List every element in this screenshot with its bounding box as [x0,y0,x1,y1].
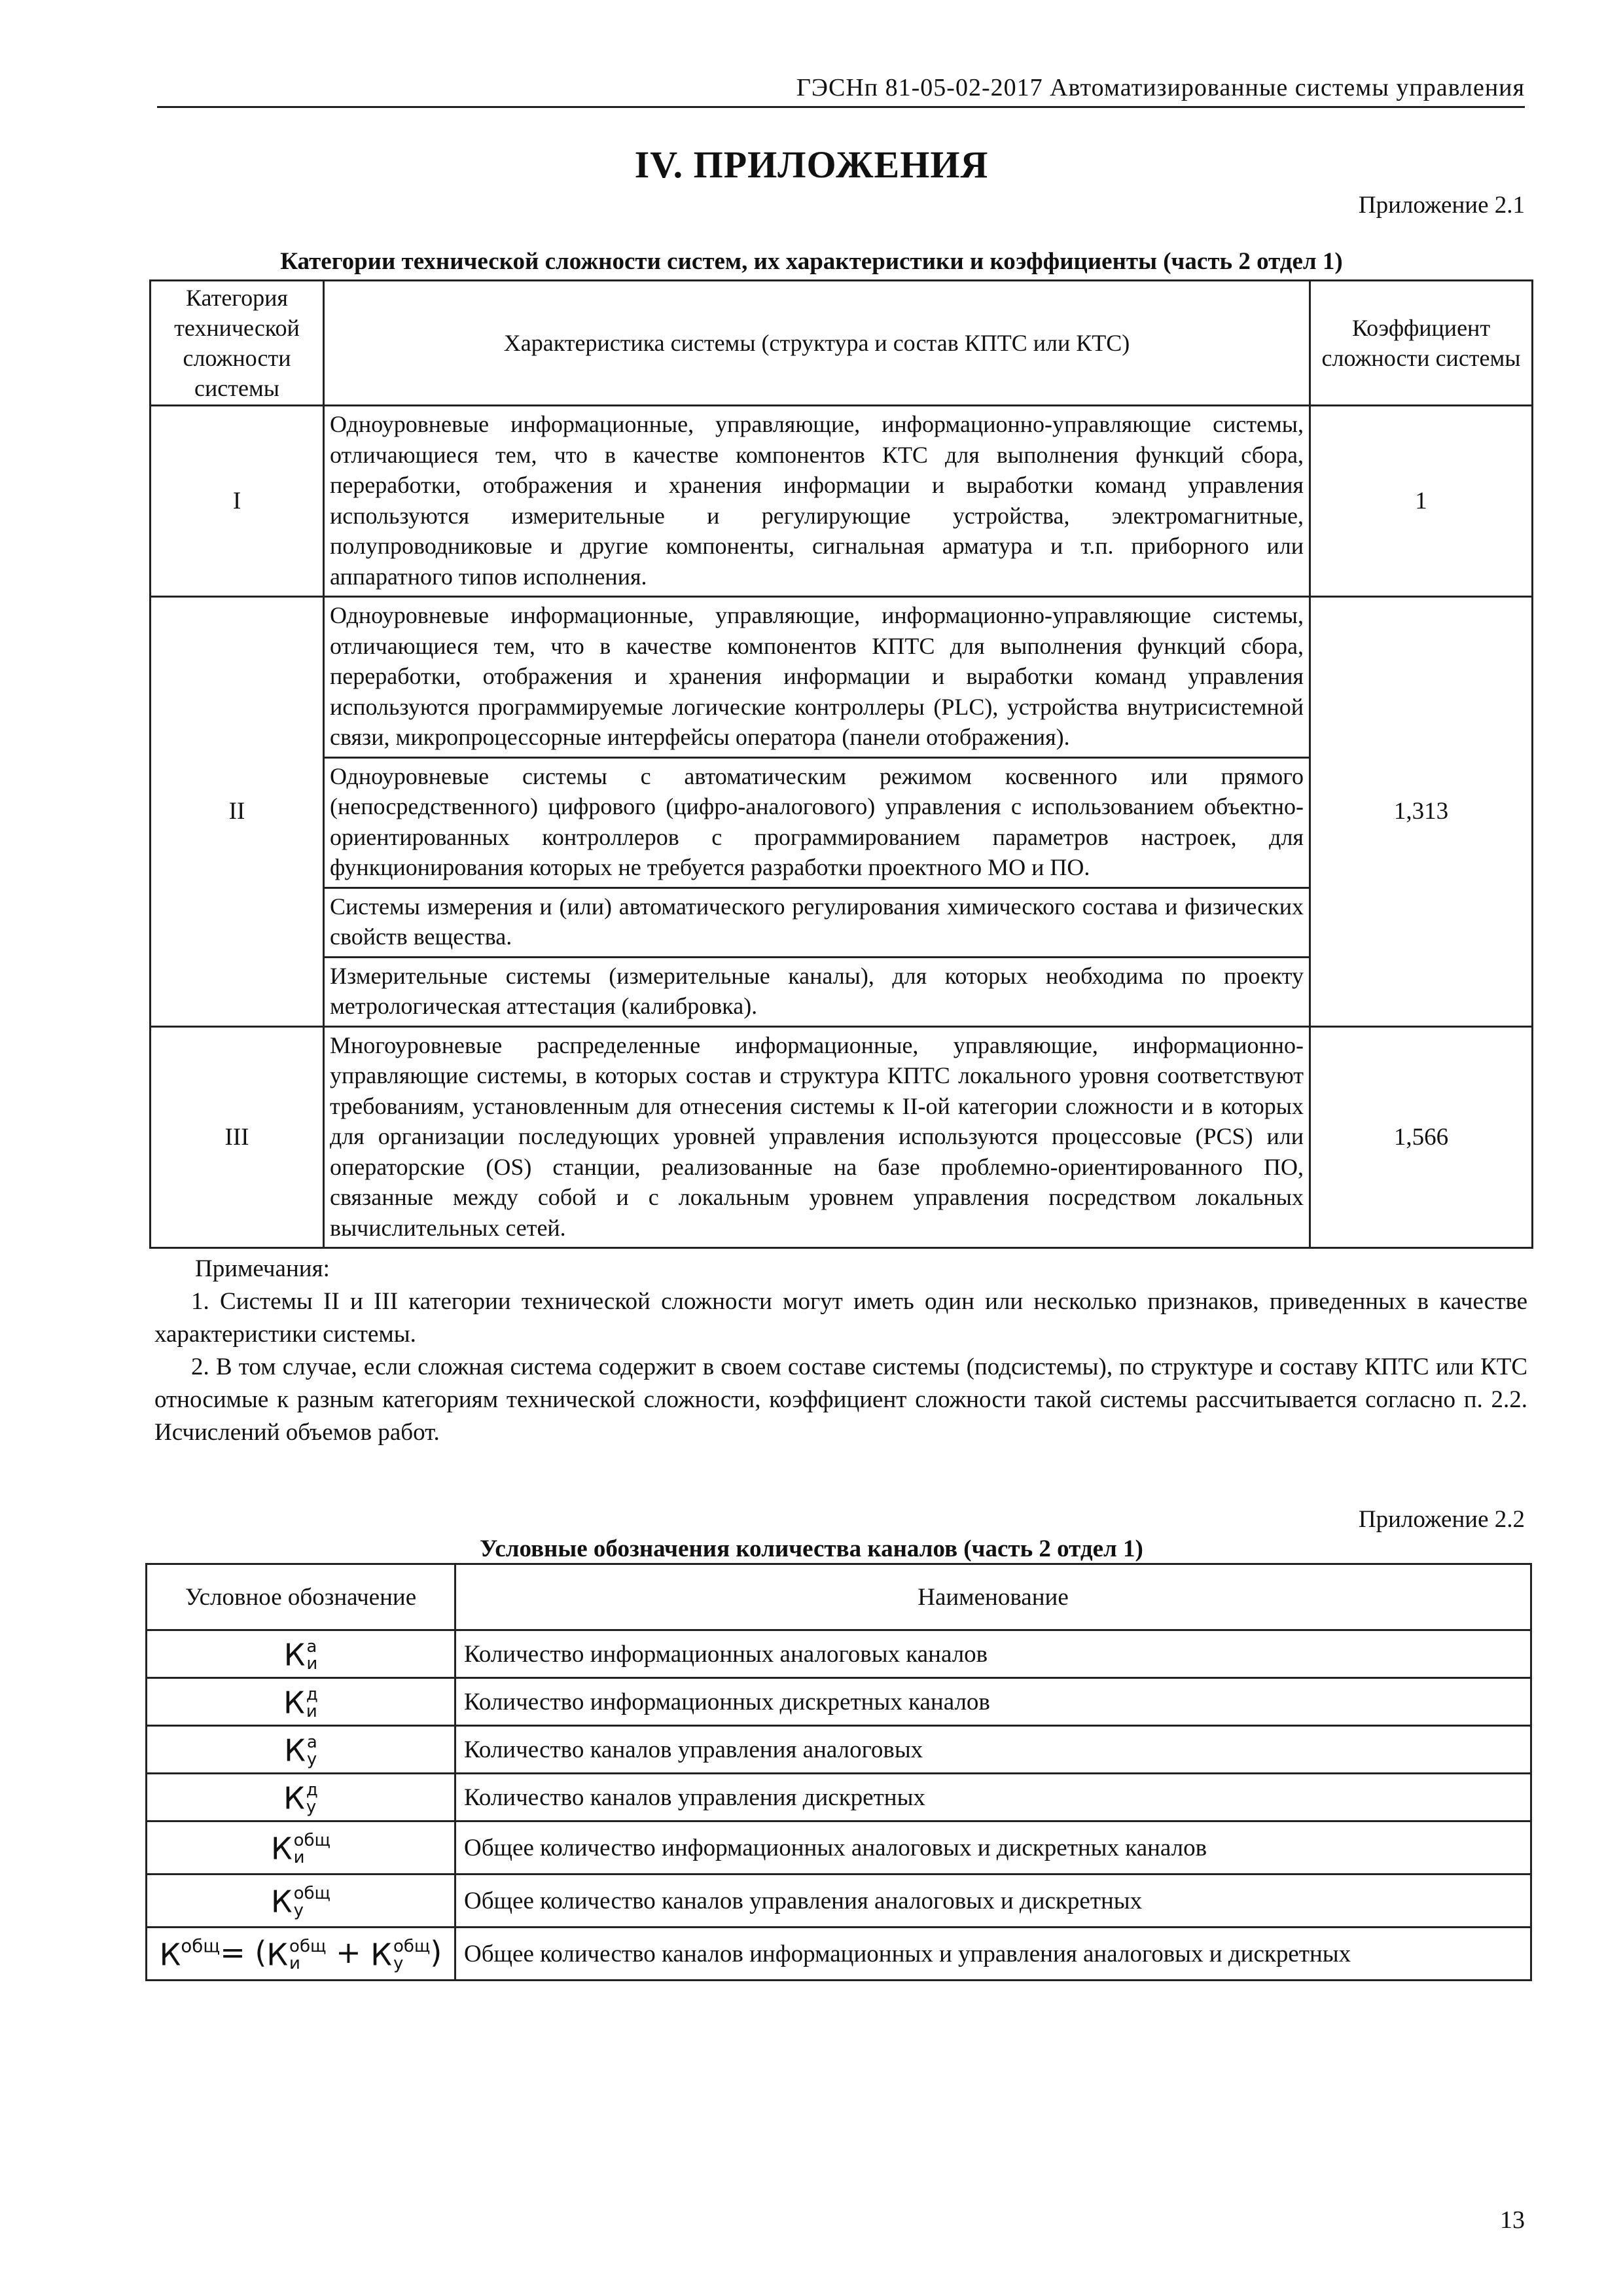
characteristic-item: Одноуровневые системы с автоматическим режимом косвенного или прямого (непосредственного) цифрового (цифро-аналогового) управления с использованием объектно-ориентированных контроллеров с программированием параметров настроек, для функционирования которых не требуется разработки проектного МО и ПО. [325,759,1309,889]
note-item: 1. Системы II и III категории технической сложности могут иметь один или несколько признаков, приведенных в качестве характеристики системы. [154,1288,1527,1348]
table-row [147,1678,1531,1726]
table-row [147,1821,1531,1874]
name-cell: Общее количество каналов управления аналоговых и дискретных [455,1874,1531,1928]
appendix-2-1-label: Приложение 2.1 [1358,192,1525,219]
table-header-row [151,281,1533,406]
header-name: Наименование [455,1564,1531,1630]
table-row [151,1026,1533,1248]
coefficient-cell: 1 [1310,406,1533,597]
category-cell: I [151,406,324,597]
notes-heading: Примечания: [195,1255,330,1282]
symbol-cell: К общ у [147,1874,455,1928]
characteristic-item: Измерительные системы (измерительные каналы), для которых необходима по проекту метрологическая аттестация (калибровка). [330,962,1304,1019]
complexity-categories-table [149,279,1533,1249]
category-cell: III [151,1026,324,1248]
coefficient-cell: 1,313 [1310,597,1533,1027]
characteristic-item: Одноуровневые информационные, управляющие, информационно-управляющие системы, отличающиеся тем, что в качестве компонентов КПТС для выполнения функций сбора, переработки, отображения и хранения информации и выработки команд управления используются программируемые логические контроллеры (PLC), устройства внутрисистемной связи, микропроцессорные интерфейсы оператора (панели отображения). [325,598,1309,759]
section-title: IV. ПРИЛОЖЕНИЯ [634,143,989,186]
symbol-formula: $К^{общ}= (К$ общ и + К общ у ) [147,1928,455,1981]
appendix-2-1-caption: Категории технической сложности систем, их характеристики и коэффициенты (часть 2 отдел 1) [280,248,1343,275]
appendix-2-2-label: Приложение 2.2 [1358,1506,1525,1533]
header-symbol: Условное обозначение [147,1564,455,1630]
symbol-cell: К д у [147,1774,455,1821]
coefficient-cell: 1,566 [1310,1026,1533,1248]
table-row [147,1928,1531,1981]
name-cell: Количество каналов управления дискретных [455,1774,1531,1821]
header-characteristic: Характеристика системы (структура и состав КПТС или КТС) [324,281,1310,406]
table-row [151,597,1533,1027]
name-cell: Количество информационных аналоговых каналов [455,1630,1531,1678]
category-cell: II [151,597,324,1027]
channel-symbols-table [145,1563,1532,1981]
characteristic-item: Системы измерения и (или) автоматического регулирования химического состава и физических свойств вещества. [325,889,1309,958]
header-coefficient: Коэффициент сложности системы [1310,281,1533,406]
table-row [147,1774,1531,1821]
symbol-cell: К а и [147,1630,455,1678]
header-category: Категория технической сложности системы [151,281,324,406]
symbol-cell: К д и [147,1678,455,1726]
notes-block [154,1253,1527,1449]
characteristic-cell: Одноуровневые информационные, управляющие, информационно-управляющие системы, отличающиеся тем, что в качестве компонентов КТС для выполнения функций сбора, переработки, отображения и хранения информации и выработки команд управления используются измерительные и регулирующие устройства, электромагнитные, полупроводниковые и другие компоненты, сигнальная арматура и т.п. приборного или аппаратного типов исполнения. [324,406,1310,597]
characteristic-cell: Многоуровневые распределенные информационные, управляющие, информационно-управляющие системы, в которых состав и структура КПТС локального уровня соответствуют требованиям, установленным для отнесения системы к II-ой категории сложности и в которых для организации последующих уровней управления используются процессовые (PCS) или операторские (OS) станции, реализованные на базе проблемно-ориентированного ПО, связанные между собой и с локальным уровнем управления посредством локальных вычислительных сетей. [324,1026,1310,1248]
name-cell: Общее количество каналов информационных и управления аналоговых и дискретных [455,1928,1531,1981]
note-item: 2. В том случае, если сложная система содержит в своем составе системы (подсистемы), по структуре и составу КПТС или КТС относимые к разным категориям технической сложности, коэффициент сложности такой системы рассчитывается согласно п. 2.2. Исчислений объемов работ. [154,1354,1527,1446]
appendix-2-2-caption: Условные обозначения количества каналов (часть 2 отдел 1) [480,1535,1143,1562]
table-row [147,1874,1531,1928]
symbol-cell: К общ и [147,1821,455,1874]
symbol-cell: К а у [147,1726,455,1774]
page-number: 13 [1500,2206,1525,2234]
table-row [147,1630,1531,1678]
name-cell: Общее количество информационных аналоговых и дискретных каналов [455,1821,1531,1874]
running-header: ГЭСНп 81-05-02-2017 Автоматизированные системы управления [157,73,1525,108]
table-row [151,406,1533,597]
table-header-row [147,1564,1531,1630]
characteristic-cell [324,597,1310,1027]
table-row [147,1726,1531,1774]
name-cell: Количество информационных дискретных каналов [455,1678,1531,1726]
name-cell: Количество каналов управления аналоговых [455,1726,1531,1774]
